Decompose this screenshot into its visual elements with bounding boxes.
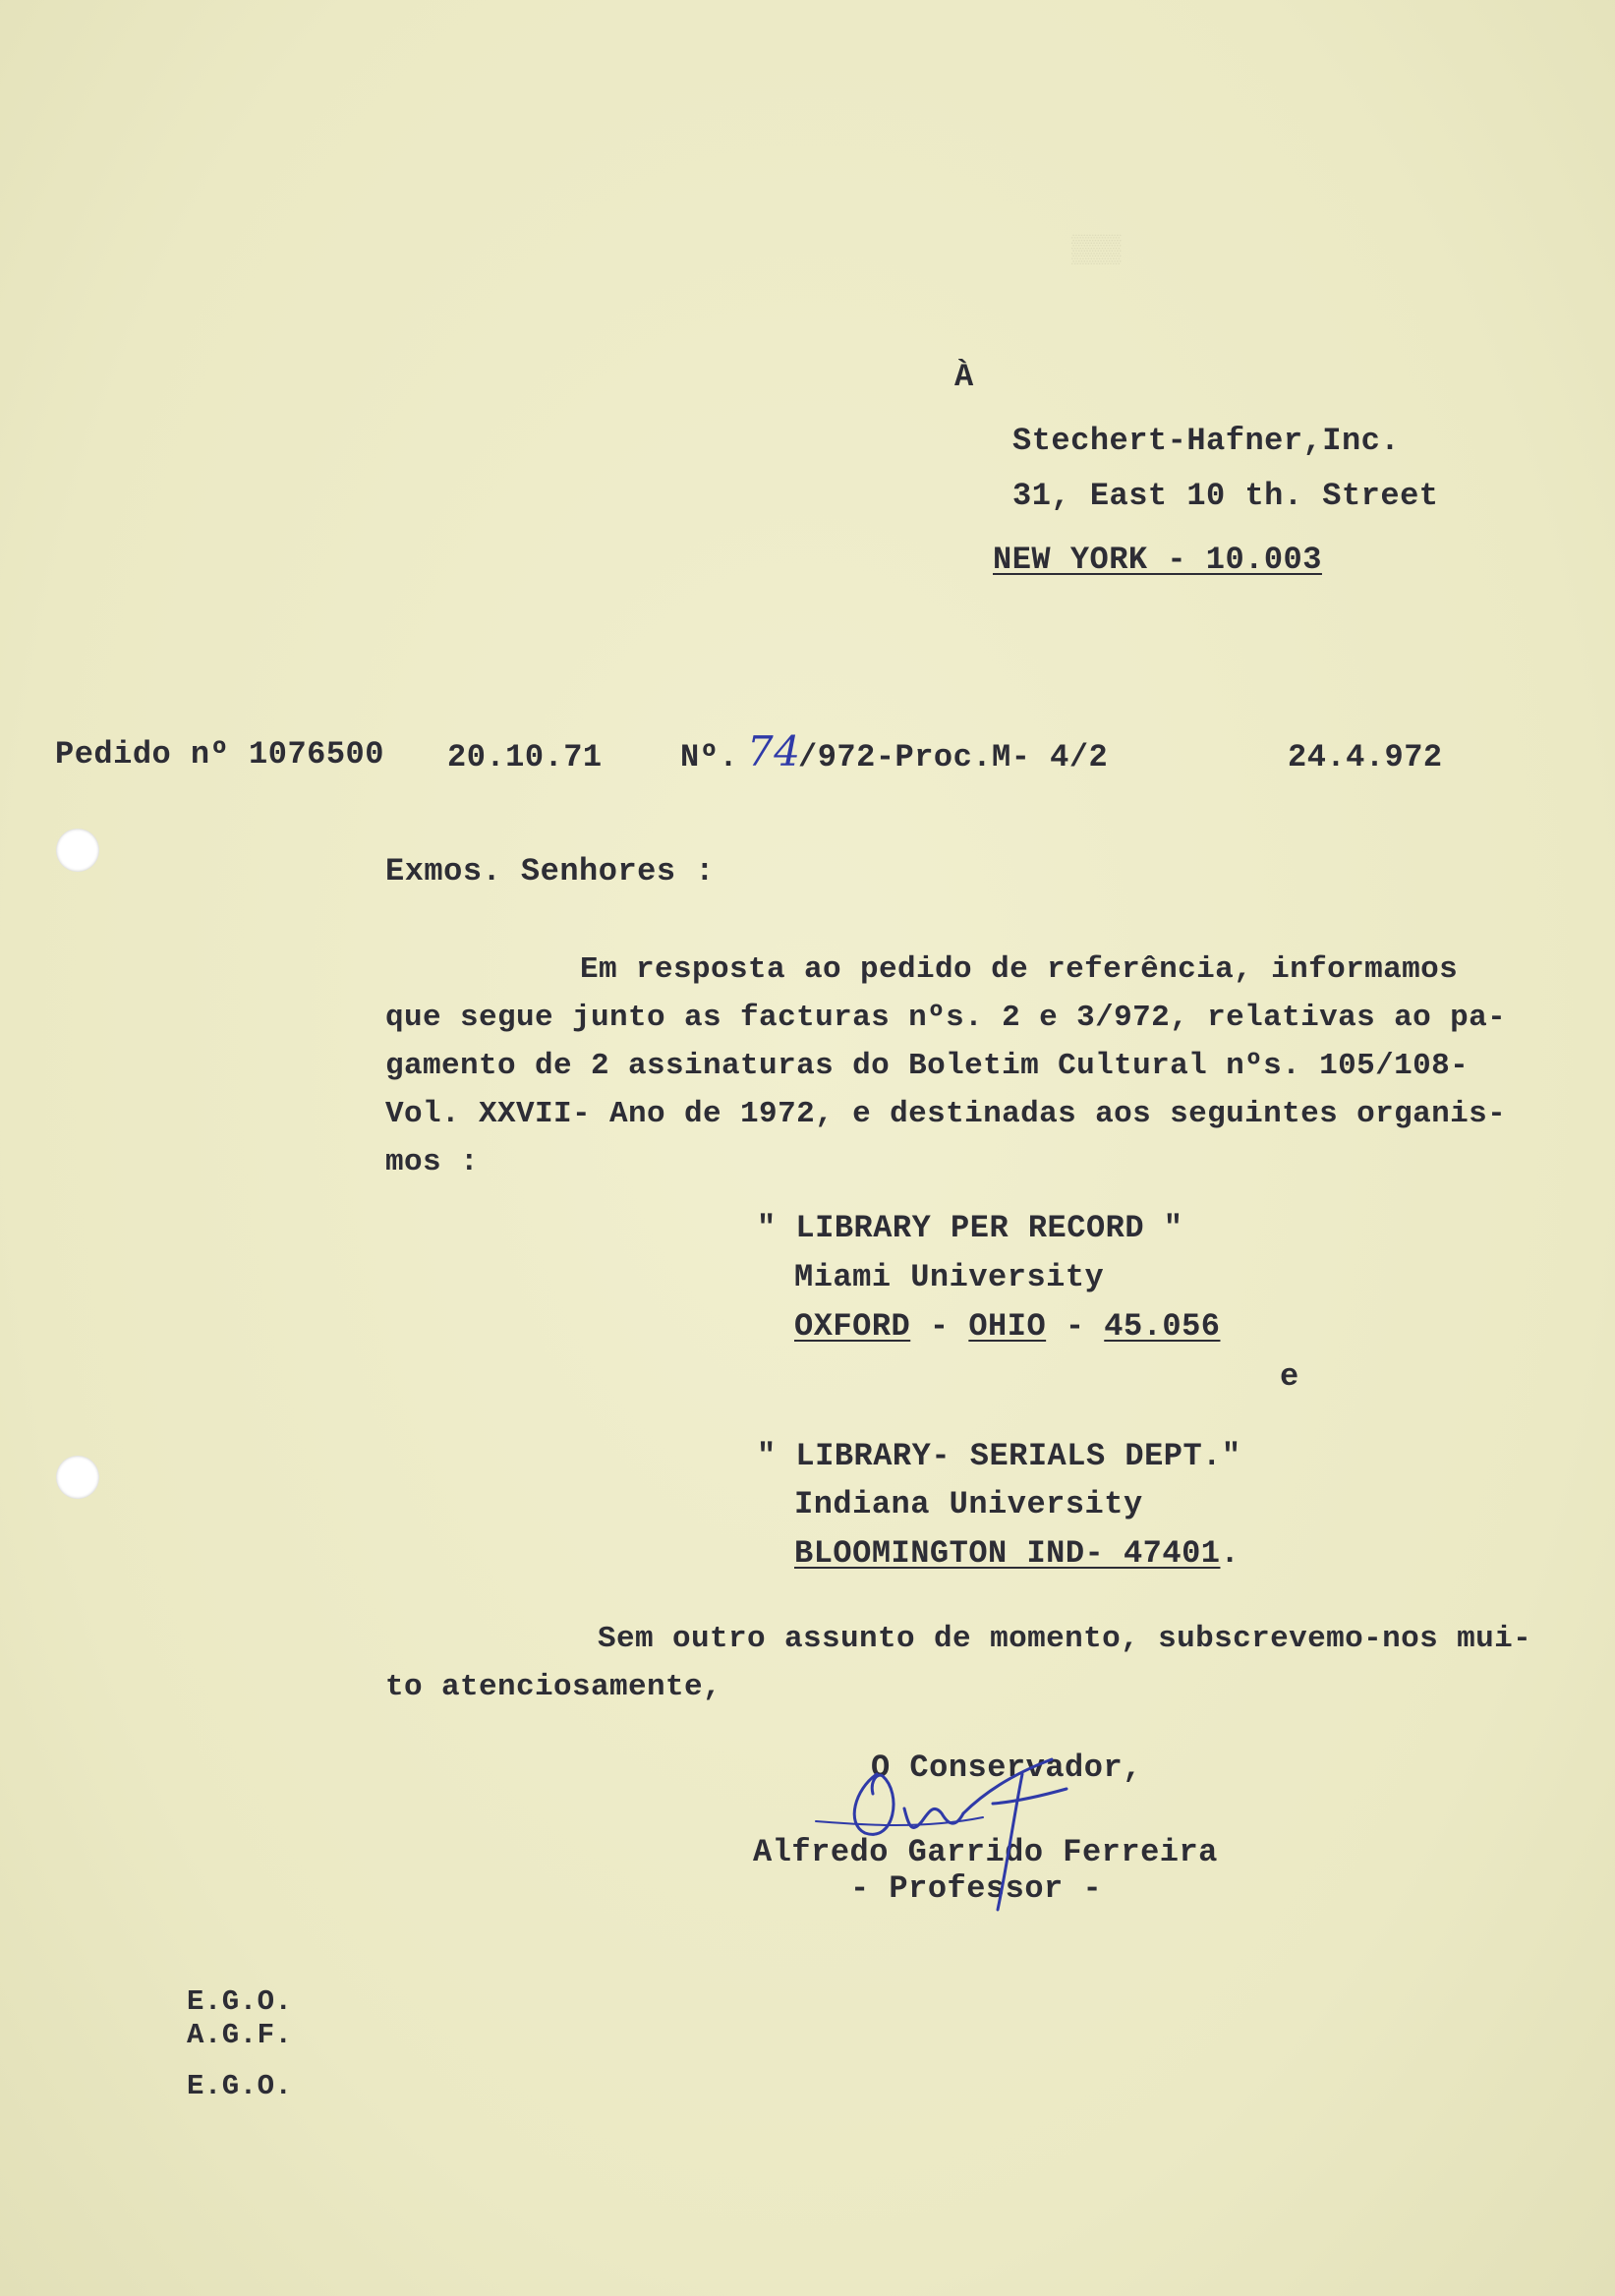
- recipient1-state: OHIO: [968, 1308, 1047, 1345]
- reference-number-prefix: Nº.: [680, 739, 739, 775]
- addressee-company: Stechert-Hafner,Inc.: [1012, 423, 1401, 459]
- reference-number-suffix: /972-Proc.M- 4/2: [798, 739, 1109, 775]
- body-line: Vol. XXVII- Ano de 1972, e destinadas aos seguintes organis-: [385, 1097, 1507, 1131]
- handwritten-signature: [786, 1735, 1180, 1922]
- recipient1-sep1: -: [929, 1308, 950, 1345]
- signature-title: - Professor -: [850, 1870, 1103, 1907]
- recipient2-trail: .: [1220, 1535, 1240, 1572]
- initials-line: E.G.O.: [187, 2070, 293, 2102]
- show-through-ghost: ▒▒▒: [1071, 236, 1122, 266]
- recipient1-sep2: -: [1065, 1308, 1085, 1345]
- body-line: Em resposta ao pedido de referência, informamos: [580, 952, 1459, 987]
- recipient1-city: OXFORD: [794, 1308, 911, 1345]
- conjunction: e: [1280, 1358, 1299, 1395]
- recipient1-name: " LIBRARY PER RECORD ": [757, 1210, 1183, 1246]
- recipient1-zip: 45.056: [1104, 1308, 1221, 1345]
- closing-line: Sem outro assunto de momento, subscrevemo-nos mui-: [598, 1622, 1532, 1656]
- signature-role: O Conservador,: [871, 1750, 1142, 1786]
- letter-date: 24.4.972: [1288, 739, 1443, 775]
- initials-line: A.G.F.: [187, 2019, 293, 2051]
- body-line: que segue junto as facturas nºs. 2 e 3/972, relativas ao pa-: [385, 1001, 1507, 1035]
- addressee-street: 31, East 10 th. Street: [1012, 478, 1439, 514]
- addressee-prefix: À: [954, 359, 974, 395]
- punch-hole-top: [56, 829, 99, 872]
- recipient1-city-line: [794, 1308, 1220, 1345]
- body-line: gamento de 2 assinaturas do Boletim Cultural nºs. 105/108-: [385, 1049, 1470, 1083]
- addressee-city: NEW YORK - 10.003: [993, 542, 1322, 578]
- recipient2-name: " LIBRARY- SERIALS DEPT.": [757, 1438, 1241, 1474]
- order-number: Pedido nº 1076500: [55, 736, 384, 773]
- signature-name: Alfredo Garrido Ferreira: [753, 1834, 1218, 1870]
- closing-line: to atenciosamente,: [385, 1670, 722, 1704]
- initials-line: E.G.O.: [187, 1985, 293, 2018]
- punch-hole-bottom: [56, 1456, 99, 1499]
- body-line: mos :: [385, 1145, 480, 1179]
- reference-number-handwritten: 74: [747, 727, 801, 775]
- recipient1-institution: Miami University: [794, 1259, 1105, 1295]
- salutation: Exmos. Senhores :: [385, 853, 715, 890]
- recipient2-city: BLOOMINGTON IND- 47401: [794, 1535, 1221, 1572]
- recipient2-city-line: [794, 1535, 1240, 1572]
- order-date: 20.10.71: [447, 739, 603, 775]
- recipient2-institution: Indiana University: [794, 1486, 1143, 1522]
